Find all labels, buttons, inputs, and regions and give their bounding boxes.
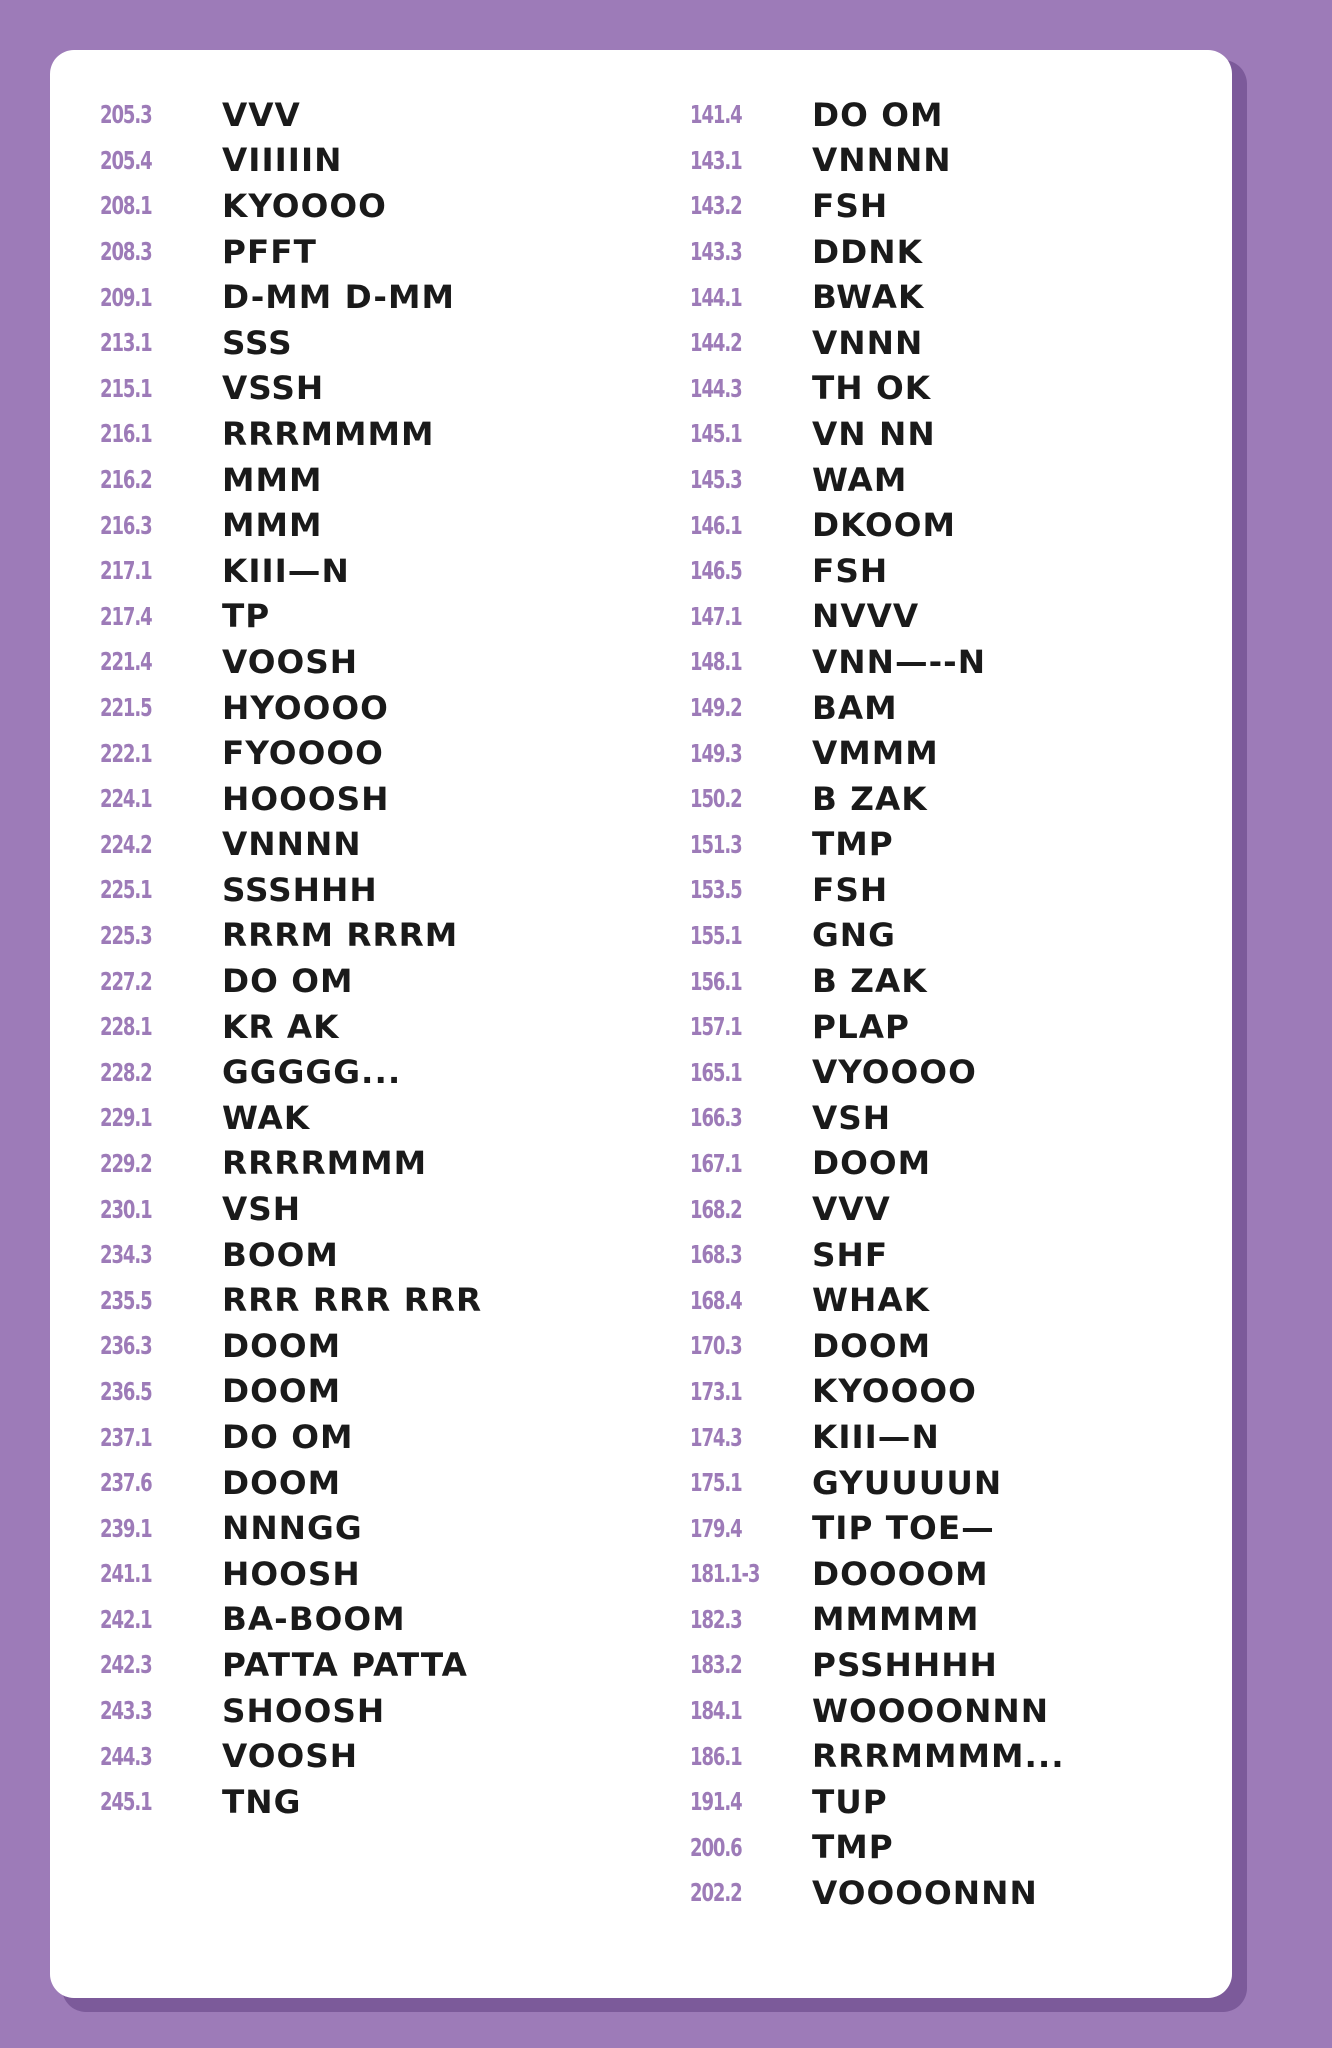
list-item — [100, 1414, 477, 1460]
list-item — [690, 1460, 1060, 1506]
page-number: 179.4 — [690, 1513, 742, 1543]
sound-effect-text: NNNGG — [222, 1509, 363, 1548]
sound-effect-text: PLAP — [812, 1007, 910, 1046]
left-column — [100, 92, 483, 1825]
list-item — [100, 229, 477, 275]
page-number: 173.1 — [690, 1376, 742, 1406]
sound-effect-text: FSH — [812, 186, 889, 225]
sound-effect-text: TNG — [222, 1782, 302, 1821]
list-item — [690, 457, 1060, 503]
sound-effects-card — [50, 50, 1232, 1998]
sound-effect-text: TUP — [812, 1782, 888, 1821]
page-number: 147.1 — [690, 601, 742, 631]
page-number: 144.2 — [690, 328, 742, 358]
sound-effect-text: VSH — [222, 1190, 302, 1229]
page-number: 183.2 — [690, 1650, 742, 1680]
sound-effect-text: SSS — [222, 323, 293, 362]
list-item — [690, 1597, 1060, 1643]
list-item — [690, 1825, 1060, 1871]
sound-effect-text: DOOM — [222, 1463, 342, 1502]
sound-effect-text: GNG — [812, 916, 896, 955]
sound-effect-text: MMMMM — [812, 1600, 980, 1639]
sound-effect-text: RRRMMMM — [222, 414, 435, 453]
sound-effect-text: VNN—--N — [812, 642, 987, 681]
page-number: 213.1 — [100, 328, 152, 358]
sound-effect-text: D-MM D-MM — [222, 278, 455, 317]
page-number: 216.2 — [100, 465, 152, 495]
page-number: 239.1 — [100, 1513, 152, 1543]
sound-effect-text: WOOOONNN — [812, 1691, 1050, 1730]
sound-effect-text: FYOOOO — [222, 734, 384, 773]
page-number: 217.1 — [100, 556, 152, 586]
sound-effect-text: VOOSH — [222, 1737, 359, 1776]
list-item — [100, 1551, 477, 1597]
page-number: 221.4 — [100, 647, 152, 677]
sound-effect-text: KYOOOO — [812, 1372, 977, 1411]
sound-effect-text: DOOM — [222, 1326, 342, 1365]
sound-effect-text: TMP — [812, 825, 894, 864]
page-number: 243.3 — [100, 1696, 152, 1726]
list-item — [690, 183, 1060, 229]
list-item — [690, 320, 1060, 366]
sound-effect-text: VYOOOO — [812, 1053, 977, 1092]
list-item — [100, 1004, 477, 1050]
page-number: 229.1 — [100, 1103, 152, 1133]
sound-effect-text: PATTA PATTA — [222, 1645, 468, 1684]
list-item — [690, 730, 1060, 776]
page-number: 230.1 — [100, 1194, 152, 1224]
list-item — [690, 1733, 1065, 1779]
page-number: 234.3 — [100, 1240, 152, 1270]
page-number: 237.1 — [100, 1422, 152, 1452]
sound-effect-text: DO OM — [222, 1418, 354, 1457]
list-item — [690, 822, 1060, 868]
list-item — [690, 1049, 1060, 1095]
sound-effect-text: KIII—N — [222, 551, 350, 590]
page-number: 146.1 — [690, 510, 742, 540]
list-item — [690, 1323, 1060, 1369]
page-number: 202.2 — [690, 1878, 742, 1908]
list-item — [100, 138, 477, 184]
list-item — [690, 1004, 1060, 1050]
sound-effect-text: DOOM — [812, 1326, 932, 1365]
sound-effect-text: RRRMMMM... — [812, 1737, 1065, 1776]
list-item — [690, 1232, 1060, 1278]
page-number: 227.2 — [100, 966, 152, 996]
list-item — [100, 1733, 477, 1779]
page-number: 143.1 — [690, 145, 742, 175]
sound-effect-text: VOOSH — [222, 642, 359, 681]
page-number: 244.3 — [100, 1741, 152, 1771]
sound-effect-text: VSH — [812, 1098, 892, 1137]
sound-effect-text: TIP TOE— — [812, 1509, 995, 1548]
page-number: 143.2 — [690, 191, 742, 221]
list-item — [100, 958, 477, 1004]
page-number: 167.1 — [690, 1148, 742, 1178]
sound-effect-text: FSH — [812, 551, 889, 590]
list-item — [690, 502, 1060, 548]
list-item — [100, 594, 477, 640]
sound-effect-text: MMM — [222, 506, 323, 545]
page-number: 200.6 — [690, 1832, 742, 1862]
page-number: 144.3 — [690, 373, 742, 403]
page-number: 149.2 — [690, 693, 742, 723]
page-number: 205.4 — [100, 145, 152, 175]
list-item — [100, 1141, 477, 1187]
sound-effect-text: BAM — [812, 688, 898, 727]
page-number: 141.4 — [690, 100, 742, 130]
page-number: 174.3 — [690, 1422, 742, 1452]
page-number: 224.2 — [100, 829, 152, 859]
sound-effect-text: VNNNN — [222, 825, 362, 864]
page-number: 144.1 — [690, 282, 742, 312]
page-number: 229.2 — [100, 1148, 152, 1178]
sound-effect-text: WAK — [222, 1098, 311, 1137]
sound-effect-text: HOOSH — [222, 1554, 361, 1593]
sound-effect-text: TMP — [812, 1828, 894, 1867]
sound-effect-text: RRRRMMM — [222, 1144, 428, 1183]
list-item — [690, 913, 1060, 959]
page-number: 168.4 — [690, 1285, 742, 1315]
page-number: 215.1 — [100, 373, 152, 403]
sound-effect-text: PSSHHHH — [812, 1645, 998, 1684]
sound-effect-text: PFFT — [222, 232, 317, 271]
list-item — [100, 1323, 477, 1369]
page-number: 236.3 — [100, 1331, 152, 1361]
sound-effect-text: HOOOSH — [222, 779, 390, 818]
list-item — [100, 411, 477, 457]
sound-effect-text: RRRM RRRM — [222, 916, 459, 955]
list-item — [100, 320, 477, 366]
sound-effect-text: VSSH — [222, 369, 325, 408]
page-number: 235.5 — [100, 1285, 152, 1315]
page-number: 157.1 — [690, 1012, 742, 1042]
list-item — [690, 138, 1060, 184]
page-number: 151.3 — [690, 829, 742, 859]
list-item — [100, 913, 477, 959]
sound-effect-text: SHF — [812, 1235, 889, 1274]
page-number: 155.1 — [690, 920, 742, 950]
sound-effect-text: GGGGG... — [222, 1053, 402, 1092]
sound-effect-text: SHOOSH — [222, 1691, 386, 1730]
list-item — [690, 958, 1060, 1004]
list-item — [690, 594, 1060, 640]
list-item — [100, 1688, 477, 1734]
list-item — [100, 1597, 477, 1643]
list-item — [100, 1505, 477, 1551]
page-number: 170.3 — [690, 1331, 742, 1361]
page-number: 217.4 — [100, 601, 152, 631]
sound-effect-text: KR AK — [222, 1007, 340, 1046]
sound-effect-text: VVV — [812, 1190, 891, 1229]
page-number: 149.3 — [690, 738, 742, 768]
list-item — [100, 867, 477, 913]
sound-effect-text: B ZAK — [812, 779, 928, 818]
page-number: 216.3 — [100, 510, 152, 540]
page-number: 225.1 — [100, 875, 152, 905]
sound-effect-text: RRR RRR RRR — [222, 1281, 483, 1320]
sound-effect-text: VNNNN — [812, 141, 952, 180]
list-item — [100, 548, 477, 594]
page-number: 228.1 — [100, 1012, 152, 1042]
page-number: 153.5 — [690, 875, 742, 905]
page-number: 221.5 — [100, 693, 152, 723]
sound-effect-text: VNNN — [812, 323, 924, 362]
list-item — [690, 1414, 1060, 1460]
sound-effect-text: DOOOOM — [812, 1554, 989, 1593]
page-number: 236.5 — [100, 1376, 152, 1406]
page-number: 222.1 — [100, 738, 152, 768]
sound-effect-text: BOOM — [222, 1235, 339, 1274]
list-item — [100, 1186, 477, 1232]
list-item — [690, 411, 1060, 457]
sound-effect-text: DKOOM — [812, 506, 956, 545]
page-number: 228.2 — [100, 1057, 152, 1087]
page-number: 145.3 — [690, 465, 742, 495]
page-number: 241.1 — [100, 1559, 152, 1589]
list-item — [690, 1369, 1060, 1415]
sound-effect-text: DO OM — [812, 95, 944, 134]
list-item — [100, 1642, 477, 1688]
list-item — [100, 1460, 477, 1506]
sound-effect-text: BA-BOOM — [222, 1600, 406, 1639]
list-item — [100, 1232, 477, 1278]
list-item — [100, 1779, 477, 1825]
list-item — [690, 1551, 1060, 1597]
list-item — [690, 366, 1060, 412]
page-number: 165.1 — [690, 1057, 742, 1087]
sound-effect-text: DDNK — [812, 232, 923, 271]
list-item — [690, 548, 1060, 594]
page-number: 184.1 — [690, 1696, 742, 1726]
page-number: 175.1 — [690, 1468, 742, 1498]
sound-effect-text: TP — [222, 597, 271, 636]
list-item — [690, 1277, 1060, 1323]
page-number: 182.3 — [690, 1604, 742, 1634]
list-item — [100, 1277, 483, 1323]
sound-effect-text: TH OK — [812, 369, 932, 408]
sound-effect-text: BWAK — [812, 278, 925, 317]
sound-effect-text: VMMM — [812, 734, 939, 773]
page-number: 208.3 — [100, 237, 152, 267]
sound-effect-text: FSH — [812, 870, 889, 909]
sound-effect-text: DO OM — [222, 962, 354, 1001]
list-item — [690, 685, 1060, 731]
list-item — [100, 776, 477, 822]
list-item — [100, 639, 477, 685]
page-number: 237.6 — [100, 1468, 152, 1498]
list-item — [690, 1141, 1060, 1187]
list-item — [100, 685, 477, 731]
sound-effect-text: NVVV — [812, 597, 920, 636]
page-number: 168.3 — [690, 1240, 742, 1270]
list-item — [690, 1186, 1060, 1232]
list-item — [690, 1870, 1060, 1916]
page-number: 166.3 — [690, 1103, 742, 1133]
sound-effect-text: WHAK — [812, 1281, 930, 1320]
sound-effect-text: DOOM — [222, 1372, 342, 1411]
sound-effect-text: WAM — [812, 460, 908, 499]
list-item — [690, 776, 1060, 822]
list-item — [690, 1779, 1060, 1825]
page-number: 242.1 — [100, 1604, 152, 1634]
list-item — [100, 457, 477, 503]
sound-effect-text: SSSHHH — [222, 870, 378, 909]
list-item — [100, 1095, 477, 1141]
sound-effect-text: MMM — [222, 460, 323, 499]
list-item — [690, 1095, 1060, 1141]
list-item — [100, 274, 477, 320]
page-number: 245.1 — [100, 1787, 152, 1817]
sound-effect-text: B ZAK — [812, 962, 928, 1001]
page-number: 143.3 — [690, 237, 742, 267]
list-item — [690, 1688, 1060, 1734]
page-number: 216.1 — [100, 419, 152, 449]
sound-effect-text: KYOOOO — [222, 186, 387, 225]
list-item — [690, 274, 1060, 320]
list-item — [100, 1369, 477, 1415]
right-column — [690, 92, 1065, 1916]
sound-effect-text: VOOOONNN — [812, 1873, 1038, 1912]
sound-effect-text: GYUUUUN — [812, 1463, 1003, 1502]
page-number: 205.3 — [100, 100, 152, 130]
page-number: 225.3 — [100, 920, 152, 950]
sound-effect-text: KIII—N — [812, 1418, 940, 1457]
sound-effect-text: VIIIIIN — [222, 141, 343, 180]
list-item — [690, 639, 1060, 685]
page-number: 148.1 — [690, 647, 742, 677]
page-number: 209.1 — [100, 282, 152, 312]
list-item — [690, 867, 1060, 913]
list-item — [100, 730, 477, 776]
list-item — [100, 822, 477, 868]
page-number: 150.2 — [690, 784, 742, 814]
page-number: 156.1 — [690, 966, 742, 996]
list-item — [690, 1505, 1060, 1551]
page-number: 146.5 — [690, 556, 742, 586]
page-number: 186.1 — [690, 1741, 742, 1771]
list-item — [690, 1642, 1060, 1688]
page-number: 191.4 — [690, 1787, 742, 1817]
list-item — [100, 183, 477, 229]
list-item — [100, 502, 477, 548]
page-number: 208.1 — [100, 191, 152, 221]
sound-effect-text: DOOM — [812, 1144, 932, 1183]
page-number: 181.1-3 — [690, 1559, 760, 1589]
sound-effect-text: VVV — [222, 95, 301, 134]
page-number: 168.2 — [690, 1194, 742, 1224]
list-item — [100, 92, 477, 138]
sound-effect-text: HYOOOO — [222, 688, 389, 727]
page-number: 224.1 — [100, 784, 152, 814]
list-item — [690, 229, 1060, 275]
page-number: 242.3 — [100, 1650, 152, 1680]
sound-effect-text: VN NN — [812, 414, 936, 453]
list-item — [100, 1049, 477, 1095]
list-item — [690, 92, 1060, 138]
page-number: 145.1 — [690, 419, 742, 449]
list-item — [100, 366, 477, 412]
